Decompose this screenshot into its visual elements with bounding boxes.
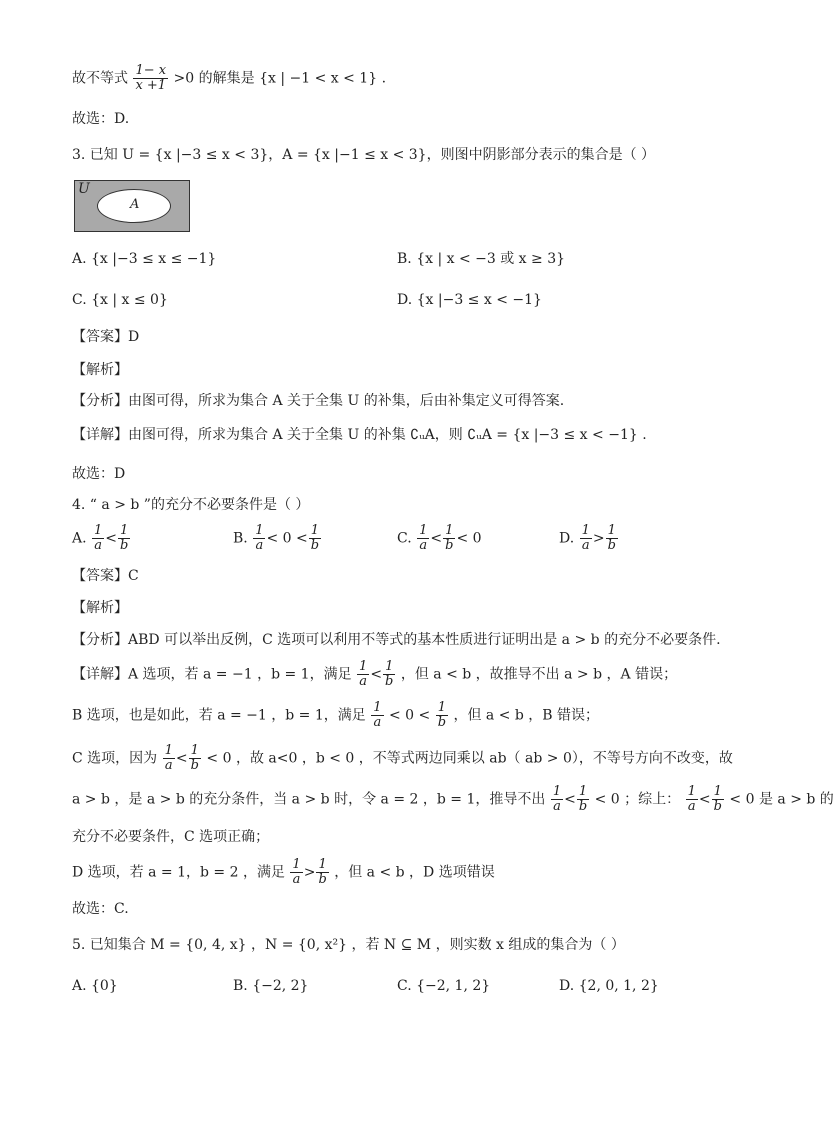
detail-line-c1: C 选项，因为 $\frac{1}{a}$ < $\frac{1}{b}$ < 0 ，故 a<0 ，b < 0 ，不等式两边同乘以 ab（ ab > 0），不等号方向不改变，故 [72,743,733,773]
answer-choice-line: 故选：C. [72,901,129,917]
fraction: $\frac{1}{b}$ [310,523,320,553]
fraction: $\frac{1}{b}$ [445,523,454,553]
line-solution-set [72,64,386,93]
option-label: D. [559,530,575,547]
text: a > b ，是 a > b 的充分条件，当 a > b 时，令 a = 2 ，b = 1，推导不出 [72,791,546,808]
fraction-numerator: 1− x [135,63,167,78]
option-b: B. {−2, 2} [233,978,309,994]
fraction: $\frac{1}{a}$ [255,523,264,553]
answer-label: 【答案】C [72,568,139,584]
option-c: C. {−2, 1, 2} [397,978,491,994]
fraction: $\frac{1}{b}$ [607,523,616,553]
universal-set-label: U [78,181,90,197]
fraction [133,64,168,93]
option-b: B. {x | x < −3 或 x ≥ 3} [397,251,566,267]
answer-choice-line: 故选：D. [72,111,130,127]
text: >0 的解集是 {x | −1 < x < 1} . [173,70,387,87]
text: ，但 a < b ，B 错误； [453,707,600,724]
venn-diagram [74,180,190,232]
fraction: $\frac{1}{a}$ [94,523,103,553]
option-d: D. $\frac{1}{a}$ > $\frac{1}{b}$ [559,523,616,553]
option-a: A. {0} [72,978,118,994]
fraction: $\frac{1}{b}$ [578,784,588,814]
set-a-label: A [130,197,140,212]
fraction: $\frac{1}{a}$ [419,523,428,553]
text: < 0 ，故 a<0 ，b < 0 ，不等式两边同乘以 ab（ ab > 0），不等号方向不改变，故 [206,750,733,767]
text: ，但 a < b ，D 选项错误 [334,864,495,881]
question-4: 4. “ a > b ”的充分不必要条件是（ ） [72,497,310,513]
option-d: D. {x |−3 ≤ x < −1} [397,292,542,308]
detail-line-c3: 充分不必要条件，C 选项正确； [72,829,270,845]
fraction: $\frac{1}{a}$ [164,743,173,773]
detail-line-a: 【详解】A 选项，若 a = −1 ，b = 1，满足 $\frac{1}{a}$ < $\frac{1}{b}$ ，但 a < b ，故推导不出 a > b ，A 错误； [72,659,678,689]
option-label: A. [72,530,87,547]
fraction: $\frac{1}{b}$ [318,857,327,887]
answer-choice-line: 故选：D [72,466,126,482]
detail-line-b [72,701,599,730]
detail-line-c2: a > b ，是 a > b 的充分条件，当 a > b 时，令 a = 2 ，b = 1，推导不出 $\frac{1}{a}$ < $\frac{1}{b}$ < 0 ；综上： $\frac{1}{a}$ < $\frac{1}{b}$ < 0 是 a > b 的 [72,784,834,814]
text: ，但 a < b ，故推导不出 a > b ，A 错误； [400,666,678,683]
option-b: B. $\frac{1}{a}$ < 0 < $\frac{1}{b}$ [233,523,320,553]
option-d: D. {2, 0, 1, 2} [559,978,659,994]
fraction-denominator: x +1 [135,78,167,93]
fraction: $\frac{1}{b}$ [120,523,129,553]
question-5: 5. 已知集合 M = {0, 4, x} ，N = {0, x²} ，若 N ⊆ M ，则实数 x 组成的集合为（ ） [72,937,625,953]
analysis-text: 【分析】ABD 可以举出反例，C 选项可以利用不等式的基本性质进行证明出是 a > b 的充分不必要条件. [72,632,721,648]
fraction: $\frac{1}{b}$ [713,784,722,814]
fraction: $\frac{1}{a}$ [373,700,382,730]
analysis-label: 【解析】 [72,600,128,616]
option-label: C. [397,530,412,547]
analysis-label: 【解析】 [72,362,128,378]
text: < 0 < [388,707,431,724]
fraction: $\frac{1}{a}$ [359,659,368,689]
fraction: $\frac{1}{a}$ [552,784,562,814]
option-a: A. $\frac{1}{a}$ < $\frac{1}{b}$ [72,523,129,553]
text: 【详解】A 选项，若 a = −1 ，b = 1，满足 [72,666,352,683]
fraction: $\frac{1}{a}$ [687,784,696,814]
text: D 选项，若 a = 1，b = 2 ，满足 [72,864,285,881]
fraction: $\frac{1}{b}$ [437,700,447,730]
fraction: $\frac{1}{b}$ [190,743,199,773]
text: 故不等式 [72,70,128,87]
option-c: C. {x | x ≤ 0} [72,292,168,308]
option-a: A. {x |−3 ≤ x ≤ −1} [72,251,217,267]
fraction: $\frac{1}{a}$ [292,857,301,887]
fraction: $\frac{1}{b}$ [385,659,394,689]
option-c: C. $\frac{1}{a}$ < $\frac{1}{b}$ < 0 [397,523,482,553]
detail-text: 【详解】由图可得，所求为集合 A 关于全集 U 的补集 ∁ᵤA，则 ∁ᵤA = {x |−3 ≤ x < −1} . [72,427,647,443]
question-3: 3. 已知 U = {x |−3 ≤ x < 3}，A = {x |−1 ≤ x < 3}，则图中阴影部分表示的集合是（ ） [72,147,656,163]
detail-line-d: D 选项，若 a = 1，b = 2 ，满足 $\frac{1}{a}$ > $\frac{1}{b}$ ，但 a < b ，D 选项错误 [72,857,495,887]
text: C 选项，因为 [72,750,158,767]
option-label: B. [233,530,248,547]
analysis-text: 【分析】由图可得，所求为集合 A 关于全集 U 的补集，后由补集定义可得答案. [72,393,565,409]
fraction: $\frac{1}{a}$ [581,523,590,553]
text: < 0 ；综上： [594,791,681,808]
text: B 选项，也是如此，若 a = −1 ，b = 1，满足 [72,707,366,724]
answer-label: 【答案】D [72,329,140,345]
text: < 0 是 a > b 的 [729,791,834,808]
